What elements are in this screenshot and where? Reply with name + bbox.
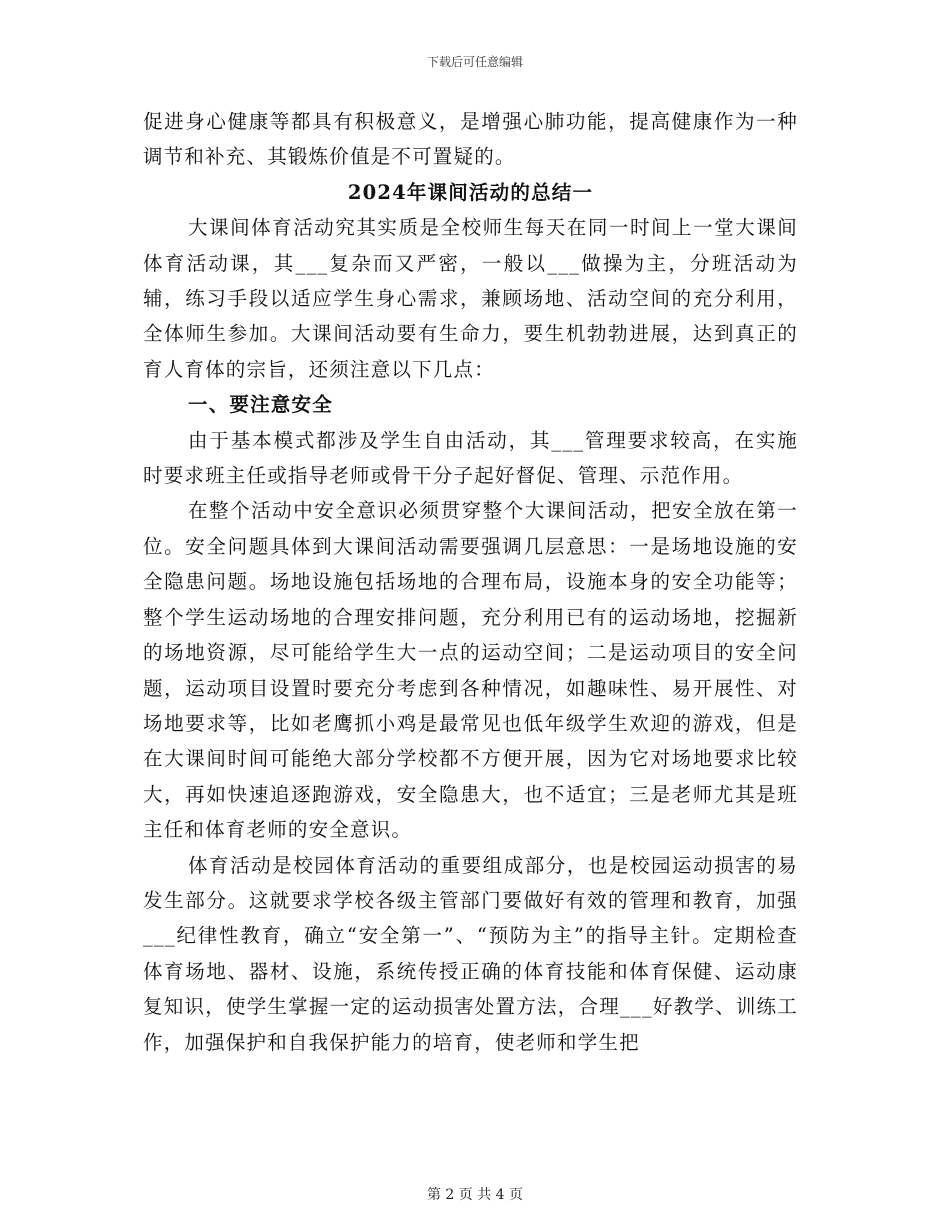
document-body (143, 104, 798, 1060)
section-heading: 一、要注意安全 (188, 393, 333, 417)
paragraph-2: 由于基本模式都涉及学生自由活动，其___管理要求较高，在实施时要求班主任或指导老师或骨干分子起好督促、管理、示范作用。 (143, 428, 798, 488)
paragraph-4: 体育活动是校园体育活动的重要组成部分，也是校园运动损害的易发生部分。这就要求学校各级主管部门要做好有效的管理和教育，加强___纪律性教育，确立“安全第一”、“预防为主”的指导主针。定期检查体育场地、器材、设施，系统传授正确的体育技能和体育保健、运动康复知识，使学生掌握一定的运动损害处置方法，合理___好教学、训练工作，加强保护和自我保护能力的培育，使老师和学生把 (143, 853, 798, 1054)
page-header: 下载后可任意编辑 (426, 55, 523, 69)
document-title: 2024年课间活动的总结一 (347, 180, 594, 204)
intro-paragraph: 促进身心健康等都具有积极意义，是增强心肺功能，提高健康作为一种调节和补充、其锻炼价值是不可置疑的。 (143, 110, 798, 169)
page-number: 第 2 页 共 4 页 (426, 1187, 524, 1203)
paragraph-3: 在整个活动中安全意识必须贯穿整个大课间活动，把安全放在第一位。安全问题具体到大课间活动需要强调几层意思：一是场地设施的安全隐患问题。场地设施包括场地的合理布局，设施本身的安全功能等；整个学生运动场地的合理安排问题，充分利用已有的运动场地，挖掘新的场地资源，尽可能给学生大一点的运动空间；二是运动项目的安全问题，运动项目设置时要充分考虑到各种情况，如趣味性、易开展性、对场地要求等，比如老鹰抓小鸡是最常见也低年级学生欢迎的游戏，但是在大课间时间可能绝大部分学校都不方便开展，因为它对场地要求比较大，再如快速追逐跑游戏，安全隐患大，也不适宜；三是老师尤其是班主任和体育老师的安全意识。 (143, 499, 798, 842)
paragraph-1: 大课间体育活动究其实质是全校师生每天在同一时间上一堂大课间体育活动课，其___复杂而又严密，一般以___做操为主，分班活动为辅，练习手段以适应学生身心需求，兼顾场地、活动空间的充分利用，全体师生参加。大课间活动要有生命力，要生机勃勃进展，达到真正的育人育体的宗旨，还须注意以下几点： (143, 216, 798, 381)
